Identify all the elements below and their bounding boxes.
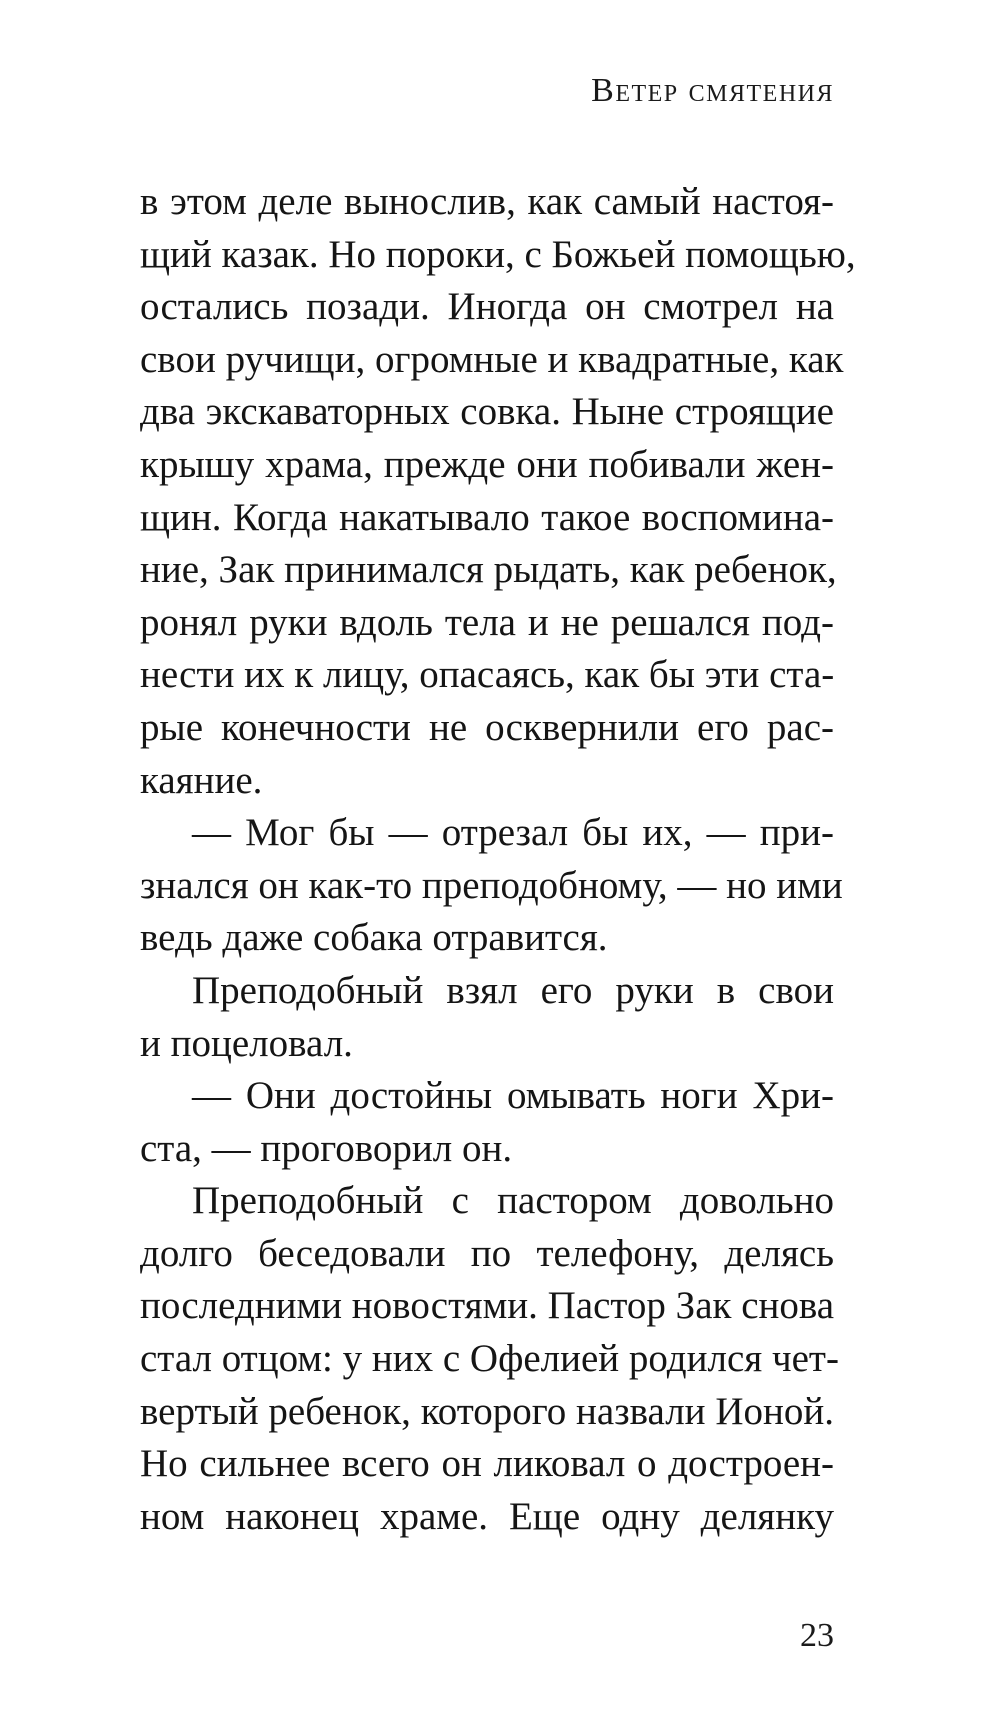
text-line: ном наконец храме. Еще одну делянку — [140, 1494, 834, 1538]
text-line: остались позади. Иногда он смотрел на — [140, 285, 834, 329]
text-line: ронял руки вдоль тела и не решался под- — [140, 600, 834, 644]
text-line: — Мог бы — отрезал бы их, — при- — [192, 811, 834, 855]
text-line: щий казак. Но пороки, с Божьей помощью, — [140, 232, 856, 276]
text-line: рые конечности не осквернили его рас- — [140, 705, 834, 749]
text-line: каяние. — [140, 758, 263, 802]
text-line: вертый ребенок, которого назвали Ионой. — [140, 1389, 834, 1433]
text-line: крышу храма, прежде они побивали жен- — [140, 442, 834, 486]
text-line: знался он как-то преподобному, — но ими — [140, 863, 843, 907]
text-line: Преподобный взял его руки в свои — [192, 968, 834, 1012]
text-line: два экскаваторных совка. Ныне строящие — [140, 390, 834, 434]
text-line: долго беседовали по телефону, делясь — [140, 1231, 834, 1275]
text-line: нести их к лицу, опасаясь, как бы эти ста- — [140, 653, 835, 697]
text-line: ведь даже собака отравится. — [140, 916, 608, 960]
text-line: в этом деле вынослив, как самый настоя- — [140, 180, 834, 223]
page-number: 23 — [800, 1617, 834, 1654]
text-line: Преподобный с пастором довольно — [192, 1179, 834, 1223]
text-line: и поцеловал. — [140, 1021, 353, 1065]
body-text — [140, 176, 856, 1543]
text-line: щин. Когда накатывало такое воспомина- — [140, 495, 834, 539]
running-head: Ветер смятения — [591, 72, 834, 109]
text-line: — Они достойны омывать ноги Хри- — [192, 1074, 834, 1118]
text-line: стал отцом: у них с Офелией родился чет- — [140, 1337, 839, 1381]
text-line: ста, — проговорил он. — [140, 1126, 513, 1170]
text-line: ние, Зак принимался рыдать, как ребенок, — [140, 548, 837, 592]
text-line: Но сильнее всего он ликовал о достроен- — [140, 1442, 834, 1486]
text-line: свои ручищи, огромные и квадратные, как — [140, 337, 844, 381]
text-line: последними новостями. Пастор Зак снова — [140, 1284, 835, 1328]
